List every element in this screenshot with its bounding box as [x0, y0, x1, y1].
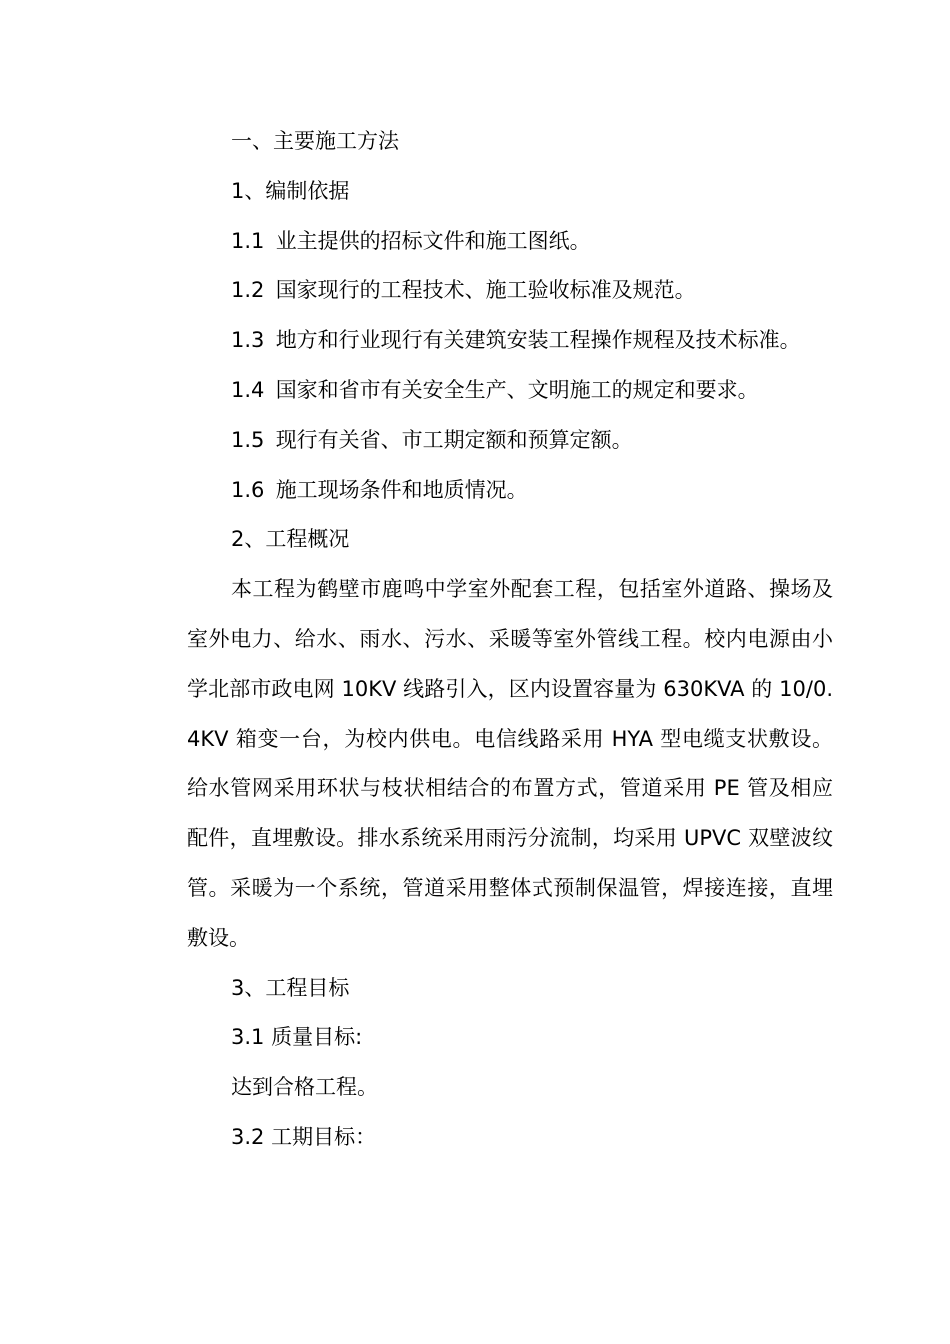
item-text: 现行有关省、市工期定额和预算定额。 — [275, 427, 633, 452]
item-text: 施工现场条件和地质情况。 — [275, 477, 528, 502]
main-heading: 一、主要施工方法 — [231, 129, 399, 153]
section-1-title: 1、编制依据 — [231, 178, 350, 203]
item-number: 1.6 — [231, 477, 265, 502]
item-text: 地方和行业现行有关建筑安装工程操作规程及技术标准。 — [275, 328, 801, 353]
basis-item-1-3 — [187, 316, 837, 366]
item-text: 国家和省市有关安全生产、文明施工的规定和要求。 — [275, 377, 759, 402]
item-number: 1.1 — [231, 228, 265, 253]
item-number: 1.4 — [231, 377, 265, 402]
section-3-title: 3、工程目标 — [231, 975, 350, 1000]
basis-item-1-2 — [187, 266, 837, 316]
document-body — [187, 117, 837, 1163]
basis-item-1-5 — [187, 416, 837, 466]
basis-item-1-1 — [187, 217, 837, 267]
basis-item-1-6 — [187, 466, 837, 516]
quality-target-label: 3.1 质量目标: — [231, 1025, 363, 1050]
project-overview-paragraph: 本工程为鹤壁市鹿鸣中学室外配套工程，包括室外道路、操场及室外电力、给水、雨水、污水、采暖等室外管线工程。校内电源由小学北部市政电网 10KV 线路引入，区内设置容量为 630KVA 的 10/0.4KV 箱变一台，为校内供电。电信线路采用 HYA 型电缆支状敷设。给水管网采用环状与枝状相结合的布置方式，管道采用 PE 管及相应配件，直埋敷设。排水系统采用雨污分流制，均采用 UPVC 双壁波纹管。采暖为一个系统，管道采用整体式预制保温管，焊接连接，直埋敷设。 — [187, 577, 833, 950]
item-number: 1.3 — [231, 328, 265, 353]
schedule-target-label: 3.2 工期目标： — [231, 1124, 377, 1149]
quality-target-value: 达到合格工程。 — [231, 1075, 378, 1100]
item-number: 1.2 — [231, 278, 265, 303]
basis-item-1-4 — [187, 366, 837, 416]
item-number: 1.5 — [231, 427, 265, 452]
item-text: 业主提供的招标文件和施工图纸。 — [275, 228, 591, 253]
item-text: 国家现行的工程技术、施工验收标准及规范。 — [275, 278, 696, 303]
section-2-title: 2、工程概况 — [231, 527, 350, 552]
